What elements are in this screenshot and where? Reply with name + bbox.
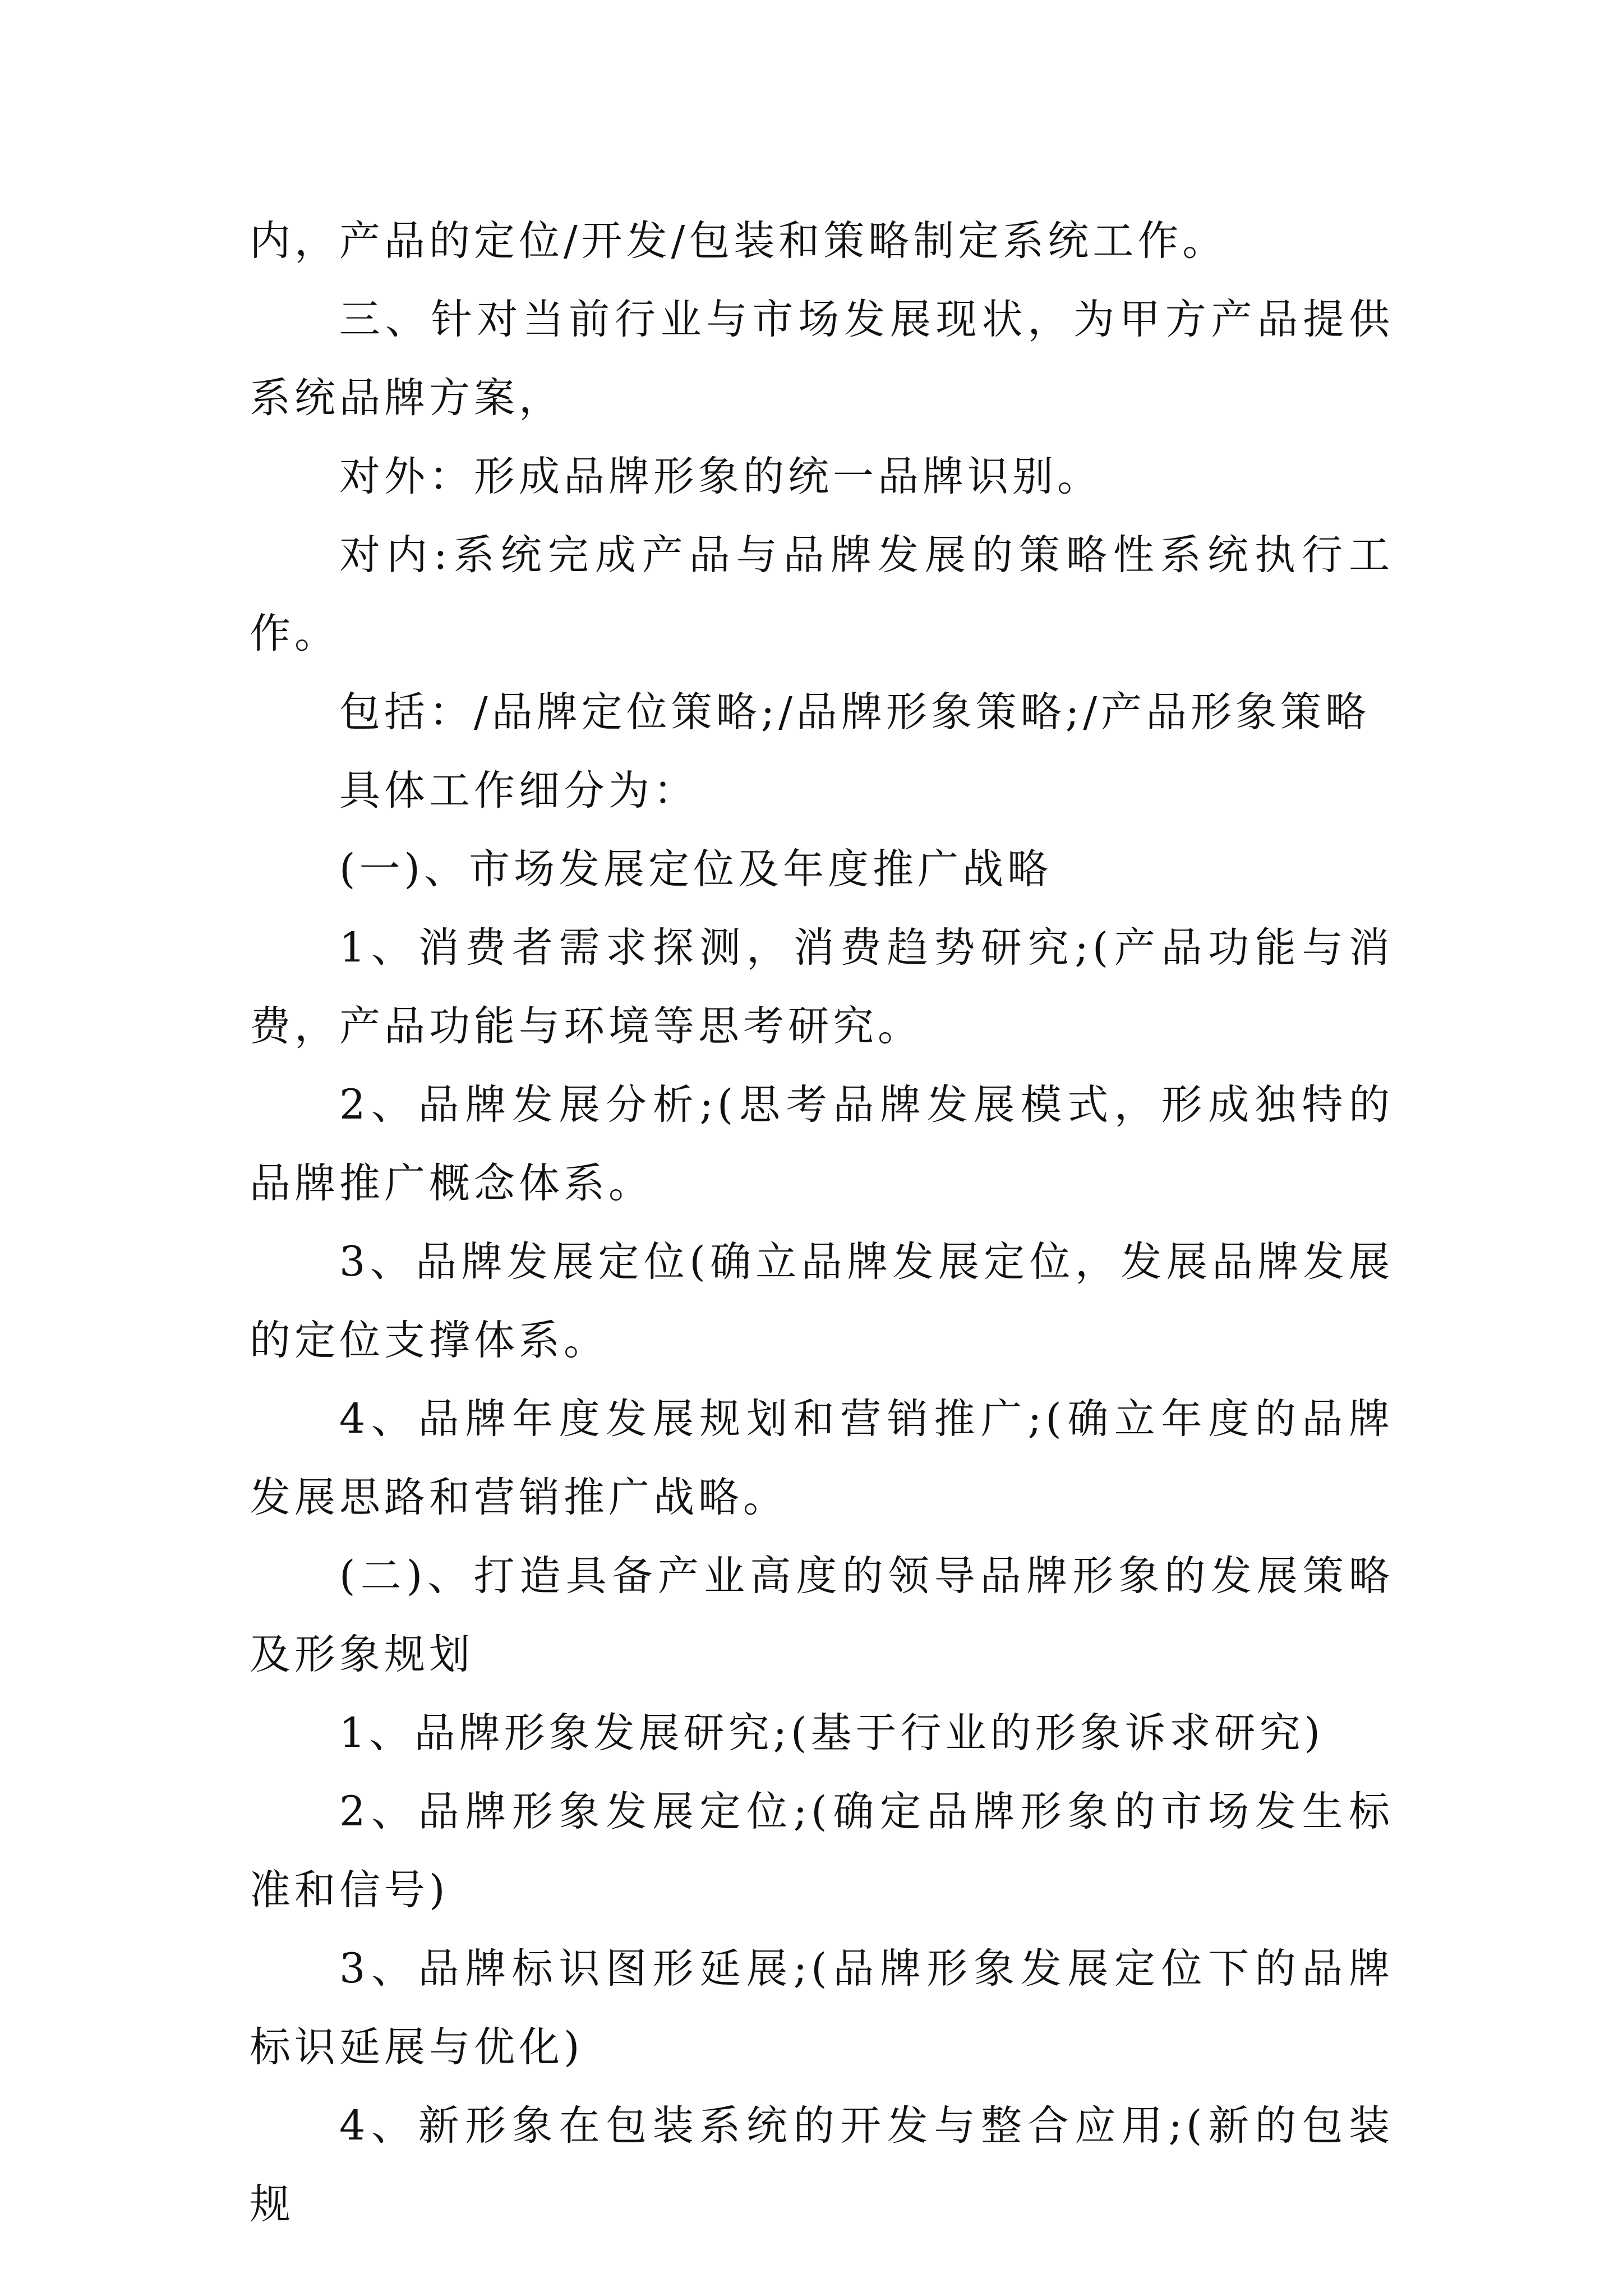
list-item-2-4: 4、新形象在包装系统的开发与整合应用;(新的包装规 [250,2102,1394,2228]
document-body [250,202,1394,2244]
paragraph-section-three: 三、针对当前行业与市场发展现状，为甲方产品提供系统品牌方案， [250,296,1394,422]
list-item-1-4: 4、品牌年度发展规划和营销推广;(确立年度的品牌发展思路和营销推广战略。 [250,1395,1394,1521]
paragraph-internal: 对内:系统完成产品与品牌发展的策略性系统执行工作。 [250,531,1394,657]
heading-part-two: (二)、打造具备产业高度的领导品牌形象的发展策略及形象规划 [250,1552,1394,1678]
list-item-1-3: 3、品牌发展定位(确立品牌发展定位，发展品牌发展的定位支撑体系。 [250,1238,1394,1364]
list-item-1-1: 1、消费者需求探测，消费趋势研究;(产品功能与消费，产品功能与环境等思考研究。 [250,924,1394,1050]
paragraph-includes: 包括：/品牌定位策略;/品牌形象策略;/产品形象策略 [339,688,1370,736]
heading-part-one: (一)、市场发展定位及年度推广战略 [339,845,1052,893]
list-item-2-1: 1、品牌形象发展研究;(基于行业的形象诉求研究) [339,1709,1324,1757]
list-item-2-3: 3、品牌标识图形延展;(品牌形象发展定位下的品牌标识延展与优化) [250,1945,1394,2071]
paragraph-continuation: 内，产品的定位/开发/包装和策略制定系统工作。 [250,217,1228,265]
list-item-1-2: 2、品牌发展分析;(思考品牌发展模式，形成独特的品牌推广概念体系。 [250,1081,1394,1207]
list-item-2-2: 2、品牌形象发展定位;(确定品牌形象的市场发生标准和信号) [250,1788,1394,1914]
paragraph-breakdown: 具体工作细分为： [339,767,698,815]
paragraph-external: 对外：形成品牌形象的统一品牌识别。 [339,453,1102,500]
